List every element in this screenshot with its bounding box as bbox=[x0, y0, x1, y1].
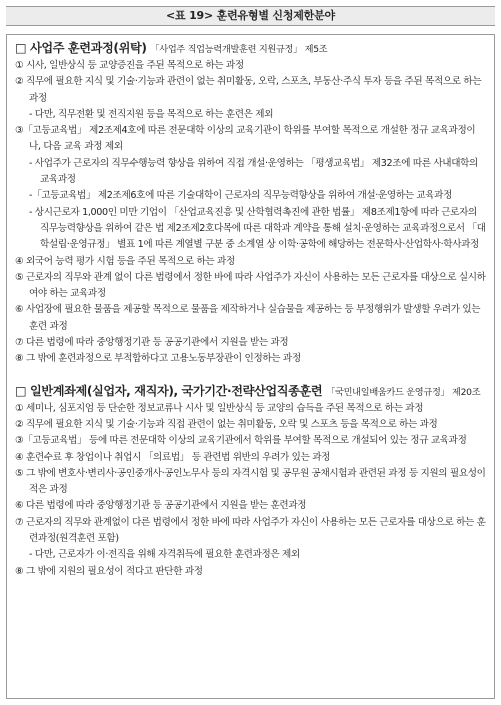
list-item: ⑦ 다른 법령에 따라 중앙행정기관 등 공공기관에서 지원을 받는 과정 bbox=[15, 337, 289, 349]
list-item: ④ 훈련수료 후 창업이나 취업시 「의료법」 등 관련법 위반의 우려가 있는 과정 bbox=[15, 451, 331, 463]
list-item: ⑧ 그 밖에 지원의 필요성이 적다고 판단한 과정 bbox=[15, 565, 203, 577]
list-item: ② 직무에 필요한 지식 및 기술·기능과 관련이 없는 취미활동, 오락, 스포츠, 부동산·주식 투자 등을 주된 목적으로 하는 과정 bbox=[15, 76, 482, 104]
list-sub-item: - 다만, 근로자가 이·전직을 위해 자격취득에 필요한 훈련과정은 제외 bbox=[29, 549, 300, 561]
list-item: ⑥ 다른 법령에 따라 중앙행정기관 등 공공기관에서 지원을 받는 훈련과정 bbox=[15, 500, 307, 512]
list-sub-item: - 사업주가 근로자의 직무수행능력 향상을 위하여 직접 개설·운영하는 「평생교육법」 제32조에 따른 사내대학의 교육과정 bbox=[29, 157, 478, 186]
list-item: ① 시사, 일반상식 등 교양증진을 주된 목적으로 하는 과정 bbox=[15, 60, 244, 71]
table-title: <표 19> 훈련유형별 신청제한분야 bbox=[6, 6, 495, 26]
list-item: ① 세미나, 심포지엄 등 단순한 정보교류나 시사 및 일반상식 등 교양의 습득을 주된 목적으로 하는 과정 bbox=[15, 402, 424, 414]
section-heading-account bbox=[15, 383, 486, 401]
section-reference: 「사업주 직업능력개발훈련 지원규정」 제5조 bbox=[150, 44, 328, 55]
section-title: 일반계좌제(실업자, 재직자), 국가기간·전략산업직종훈련 bbox=[29, 383, 323, 398]
list-sub-item: -「고등교육법」 제2조제6호에 따른 기술대학이 근로자의 직무능력향상을 위하여 개설·운영하는 교육과정 bbox=[29, 190, 453, 202]
checkbox-square-icon: □ bbox=[15, 383, 27, 398]
section-heading-employer bbox=[15, 40, 486, 58]
section-reference: 「국민내일배움카드 운영규정」 제20조 bbox=[326, 386, 481, 398]
list-sub-item: - 다만, 직무전환 및 전직지원 등을 목적으로 하는 훈련은 제외 bbox=[29, 108, 274, 120]
list-item: ⑦ 근로자의 직무와 관계없이 다른 법령에서 정한 바에 따라 사업주가 자신이 사용하는 모든 근로자를 대상으로 하는 훈련과정(원격훈련 포함) bbox=[15, 516, 486, 545]
checkbox-square-icon: □ bbox=[15, 41, 27, 55]
list-sub-item: - 상시근로자 1,000인 미만 기업이 「산업교육진흥 및 산학협력촉진에 관한 법률」 제8조제1항에 따라 근로자의 직무능력향상을 위하여 같은 법 제2조제2호다목에 따른 대학과 계약을 통해 설치·운영하는 교육과정으로서 「대학설립·운영규정」 별표 1에 따른 계열별 구분 중 소계열 상 이학·공학에 해당하는 전문학사·산업학사·학사과정 bbox=[29, 206, 486, 251]
section-items-employer bbox=[15, 58, 486, 368]
section-items-account bbox=[15, 401, 486, 580]
list-item: ⑥ 사업장에 필요한 물품을 제공할 목적으로 물품을 제작하거나 실습물을 제공하는 등 부정행위가 발생할 우려가 있는 훈련 과정 bbox=[15, 304, 481, 332]
section-spacer bbox=[15, 368, 486, 383]
section-title: 사업주 훈련과정(위탁) bbox=[29, 41, 147, 55]
list-item: ⑧ 그 밖에 훈련과정으로 부적합하다고 고용노동부장관이 인정하는 과정 bbox=[15, 353, 301, 365]
restriction-box bbox=[6, 34, 495, 699]
list-item: ⑤ 그 밖에 변호사·변리사·공인중개사·공인노무사 등의 자격시험 및 공무원 공채시험과 관련된 과정 등 지원의 필요성이 적은 과정 bbox=[15, 467, 486, 496]
list-item: ④ 외국어 능력 평가 시험 등을 주된 목적으로 하는 과정 bbox=[15, 255, 235, 267]
list-item: ② 직무에 필요한 지식 및 기술·기능과 직접 관련이 없는 취미활동, 오락 및 스포츠 등을 목적으로 하는 과정 bbox=[15, 418, 438, 430]
list-item: ③「고등교육법」 등에 따른 전문대학 이상의 교육기관에서 학위를 부여할 목적으로 개설되어 있는 정규 교육과정 bbox=[15, 435, 467, 447]
list-item: ③「고등교육법」 제2조제4호에 따른 전문대학 이상의 교육기관이 학위를 부여할 목적으로 개설한 정규 교육과정이나, 다음 교육 과정 제외 bbox=[15, 125, 476, 153]
list-item: ⑤ 근로자의 직무와 관계 없이 다른 법령에서 정한 바에 따라 사업주가 자신이 사용하는 모든 근로자를 대상으로 실시하여야 하는 교육과정 bbox=[15, 271, 486, 300]
